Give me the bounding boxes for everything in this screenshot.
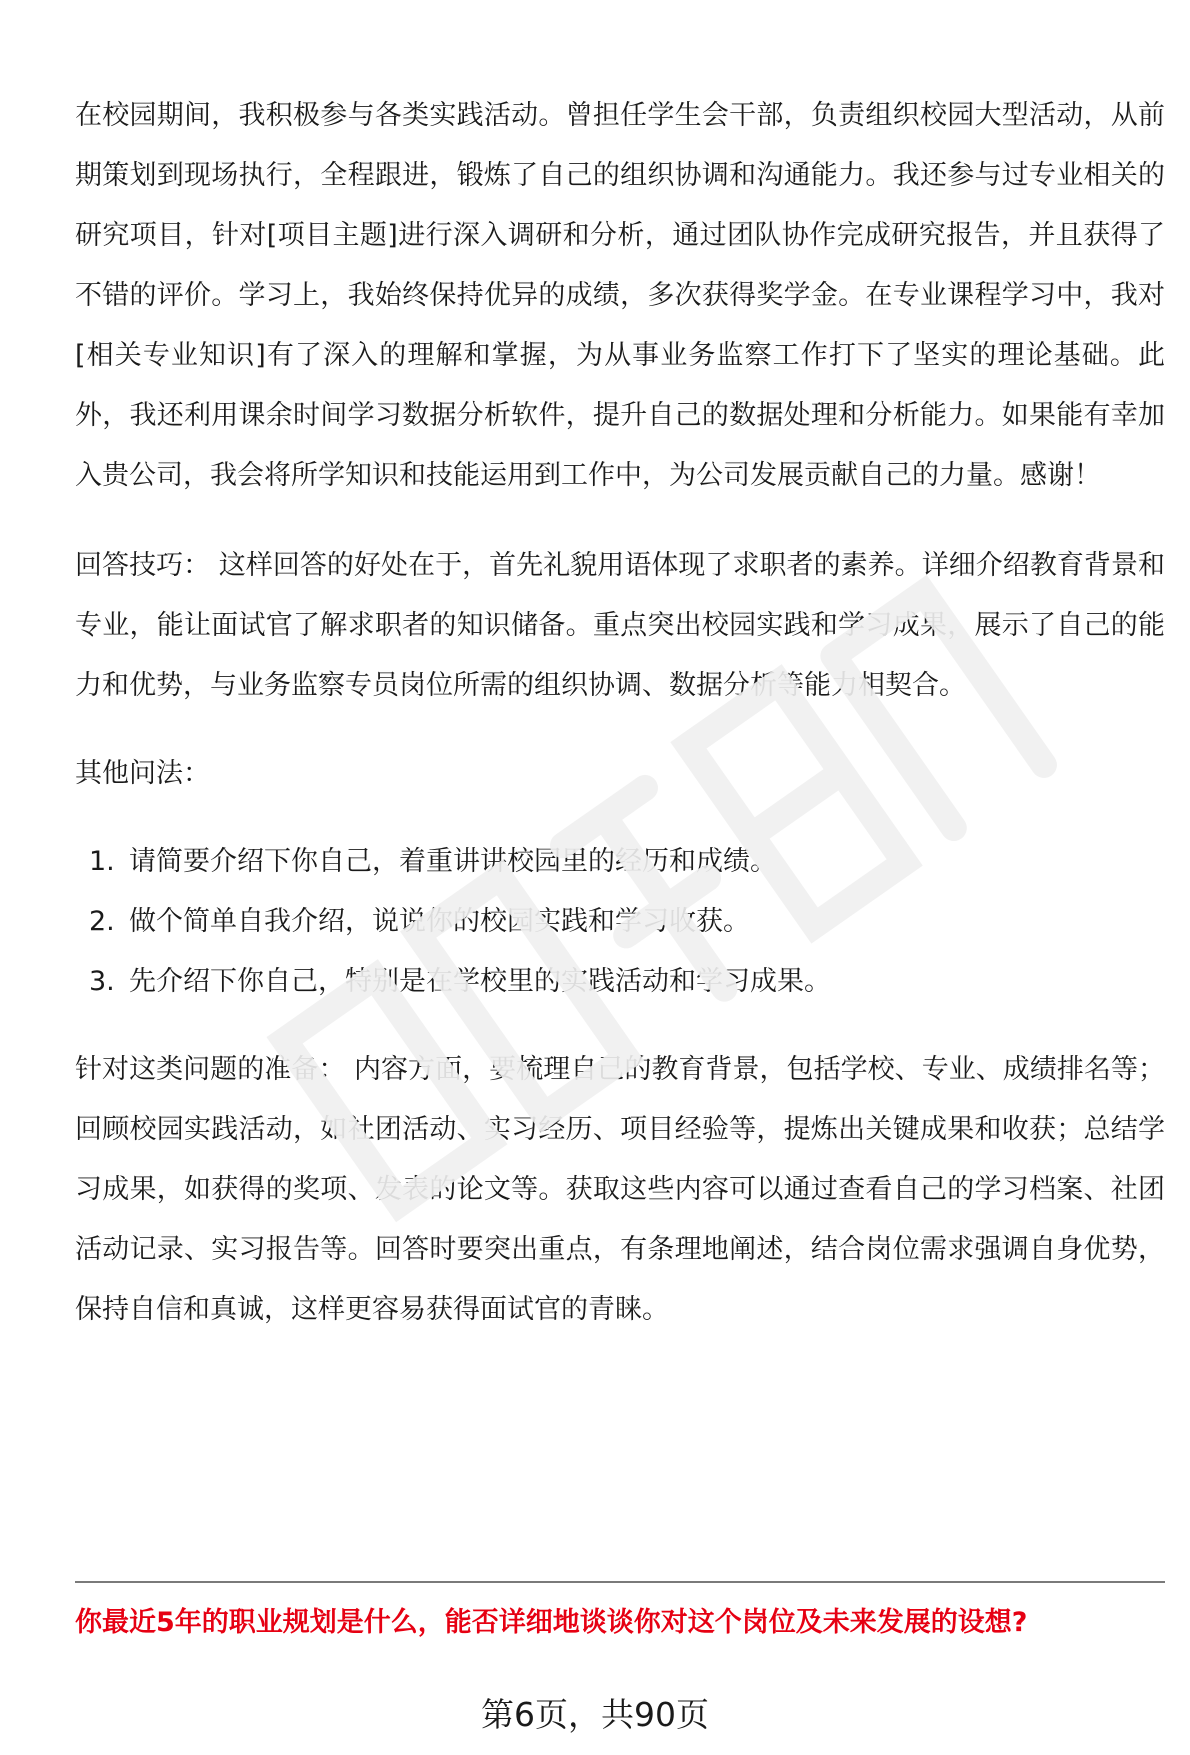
other-questions-list bbox=[75, 832, 1165, 1012]
section-divider bbox=[75, 1581, 1165, 1583]
list-item-text: 先介绍下你自己，特别是在学校里的实践活动和学习成果。 bbox=[129, 966, 831, 997]
paragraph-gap bbox=[75, 1012, 1165, 1040]
list-item bbox=[75, 832, 1165, 892]
list-item bbox=[75, 952, 1165, 1012]
document-body bbox=[75, 86, 1165, 1340]
paragraph-gap bbox=[75, 716, 1165, 744]
next-question-heading: 你最近5年的职业规划是什么，能否详细地谈谈你对这个岗位及未来发展的设想? bbox=[75, 1607, 1028, 1638]
tips-paragraph: 回答技巧： 这样回答的好处在于，首先礼貌用语体现了求职者的素养。详细介绍教育背景和专业，能让面试官了解求职者的知识储备。重点突出校园实践和学习成果，展示了自己的能力和优势，与业务监察专员岗位所需的组织协调、数据分析等能力相契合。 bbox=[75, 550, 1165, 701]
list-item-text: 请简要介绍下你自己，着重讲讲校园里的经历和成绩。 bbox=[129, 846, 777, 877]
paragraph-gap bbox=[75, 506, 1165, 536]
preparation-paragraph: 针对这类问题的准备： 内容方面，要梳理自己的教育背景，包括学校、专业、成绩排名等；回顾校园实践活动，如社团活动、实习经历、项目经验等，提炼出关键成果和收获；总结学习成果，如获得的奖项、发表的论文等。获取这些内容可以通过查看自己的学习档案、社团活动记录、实习报告等。回答时要突出重点，有条理地阐述，结合岗位需求强调自身优势，保持自信和真诚，这样更容易获得面试官的青睐。 bbox=[75, 1054, 1165, 1325]
list-item bbox=[75, 892, 1165, 952]
other-questions-heading: 其他问法： bbox=[75, 758, 210, 789]
list-item-number: 3. bbox=[89, 966, 115, 997]
list-item-text: 做个简单自我介绍，说说你的校园实践和学习收获。 bbox=[129, 906, 750, 937]
page-number: 第6页，共90页 bbox=[481, 1695, 709, 1734]
paragraph-gap bbox=[75, 804, 1165, 832]
intro-paragraph: 在校园期间，我积极参与各类实践活动。曾担任学生会干部，负责组织校园大型活动，从前期策划到现场执行，全程跟进，锻炼了自己的组织协调和沟通能力。我还参与过专业相关的研究项目，针对[项目主题]进行深入调研和分析，通过团队协作完成研究报告，并且获得了不错的评价。学习上，我始终保持优异的成绩，多次获得奖学金。在专业课程学习中，我对[相关专业知识]有了深入的理解和掌握，为从事业务监察工作打下了坚实的理论基础。此外，我还利用课余时间学习数据分析软件，提升自己的数据处理和分析能力。如果能有幸加入贵公司，我会将所学知识和技能运用到工作中，为公司发展贡献自己的力量。感谢！ bbox=[75, 100, 1165, 491]
list-item-number: 1. bbox=[89, 846, 115, 877]
list-item-number: 2. bbox=[89, 906, 115, 937]
